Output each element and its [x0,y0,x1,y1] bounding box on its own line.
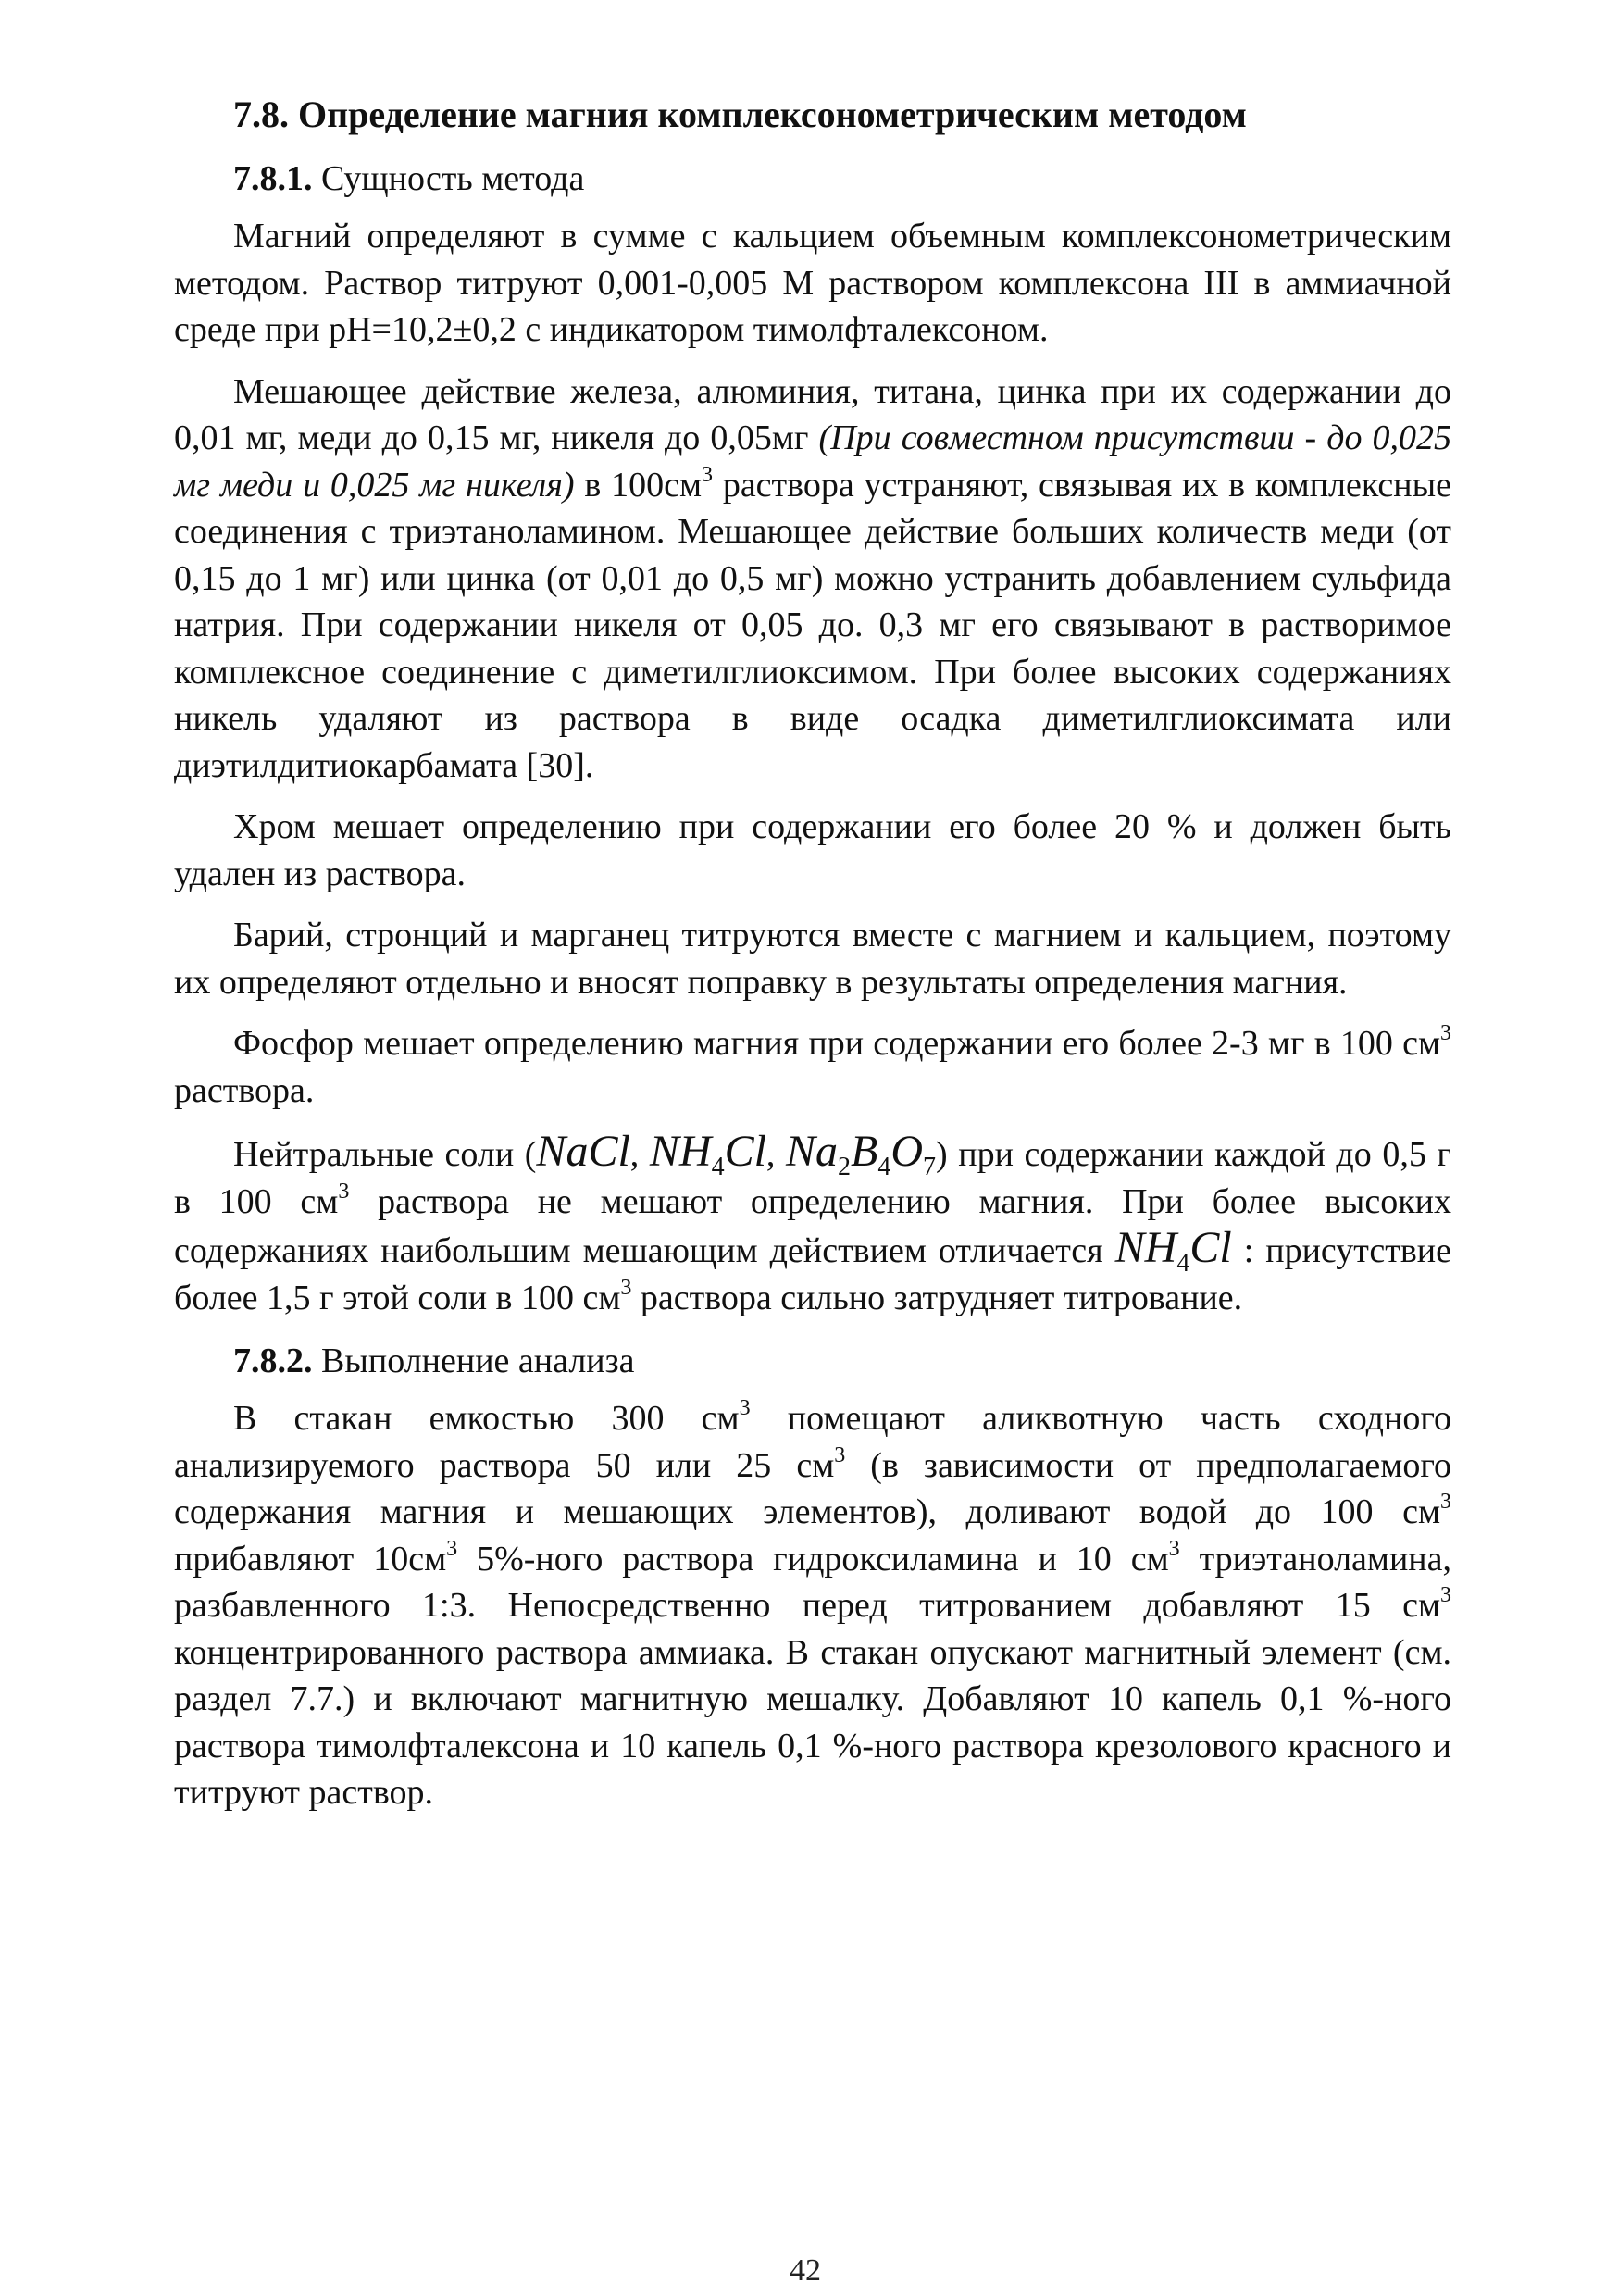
paragraph-barium: Барий, стронций и марганец титруются вместе с магнием и кальцием, поэтому их определяют отдельно и вносят поправку в результаты определения магния. [174,916,1451,1002]
paragraph-procedure: В стакан емкостью 300 $см^3$ помещают аликвотную часть сходного анализируемого раствора 50 или 25 $см^3$ (в зависимости от предполагаемого содержания магния и мешающих элементов), доливают водой до 100 $см^3$ прибавляют $10см^3$ 5%-ного раствора гидроксиламина и 10 $см^3$ триэтаноламина, разбавленного 1:3. Непосредственно перед титрованием добавляют 15 $см^3$ концентрированного раствора аммиака. В стакан опускают магнитный элемент (см. раздел 7.7.) и включают магнитную мешалку. Добавляют 10 капель 0,1 %-ного раствора тимолфталексона и 10 капель 0,1 %-ного раствора крезолового красного и титруют раствор. [174,1396,1451,1812]
formula-nh4cl: $NH_4Cl$ [649,1127,766,1181]
section-heading: 7.8. Определение магния комплексонометрическим методом [233,94,1247,135]
formula-nacl: NaCl [536,1127,630,1176]
page-number: 42 [790,2253,821,2288]
paragraph-neutral-salts: Нейтральные соли (NaCl, $NH_4Cl$, $Na_2B_4O_7$) при содержании каждой до 0,5 г в 100 $см^3$ раствора не мешают определению магния. При более высоких содержаниях наибольшим мешающим действием отличается $NH_4Cl$ : присутствие более 1,5 г этой соли в 100 $см^3$ раствора сильно затрудняет титрование. [174,1127,1452,1317]
subsection-number: 7.8.1. [233,159,313,198]
paragraph-phosphorus: Фосфор мешает определению магния при содержании его более 2-3 мг в 100 $см^3$ раствора. [174,1021,1451,1110]
subsection-heading-procedure [233,1336,1451,1386]
paragraph-interference: Мешающее действие железа, алюминия, титана, цинка при их содержании до 0,01 мг, меди до 0,15 мг, никеля до 0,05мг (При совместном присутствии - до 0,025 мг меди и 0,025 мг никеля) в $100см^3$ раствора устраняют, связывая их в комплексные соединения с триэтаноламином. Мешающее действие больших количеств меди (от 0,15 до 1 мг) или цинка (от 0,01 до 0,5 мг) можно устранить добавлением сульфида натрия. При содержании никеля от 0,05 до. 0,3 мг его связывают в растворимое комплексное соединение с диметилглиоксимом. При более высоких содержаниях никель удаляют из раствора в виде осадка диметилглиоксимата или диэтилдитиокарбамата [30]. [174,371,1451,785]
italic-note: (При совместном присутствии - до 0,025 мг меди и 0,025 мг никеля) [174,418,1451,505]
subsection-title: Выполнение анализа [321,1341,635,1380]
formula-na2b4o7: $Na_2B_4O_7$ [786,1127,937,1181]
formula-nh4cl-second: $NH_4Cl$ [1114,1223,1232,1278]
subsection-number: 7.8.2. [233,1341,313,1380]
subsection-title: Сущность метода [321,159,585,198]
paragraph-method-essence: Магний определяют в сумме с кальцием объемным комплексонометрическим методом. Раствор титруют 0,001-0,005 М раствором комплексона III в аммиачной среде при рН=10,2±0,2 с индикатором тимолфталексоном. [174,217,1451,349]
document-body [174,89,1451,1831]
subsection-heading-essence [233,154,1451,204]
paragraph-chromium: Хром мешает определению при содержании его более 20 % и должен быть удален из раствора. [174,807,1451,893]
